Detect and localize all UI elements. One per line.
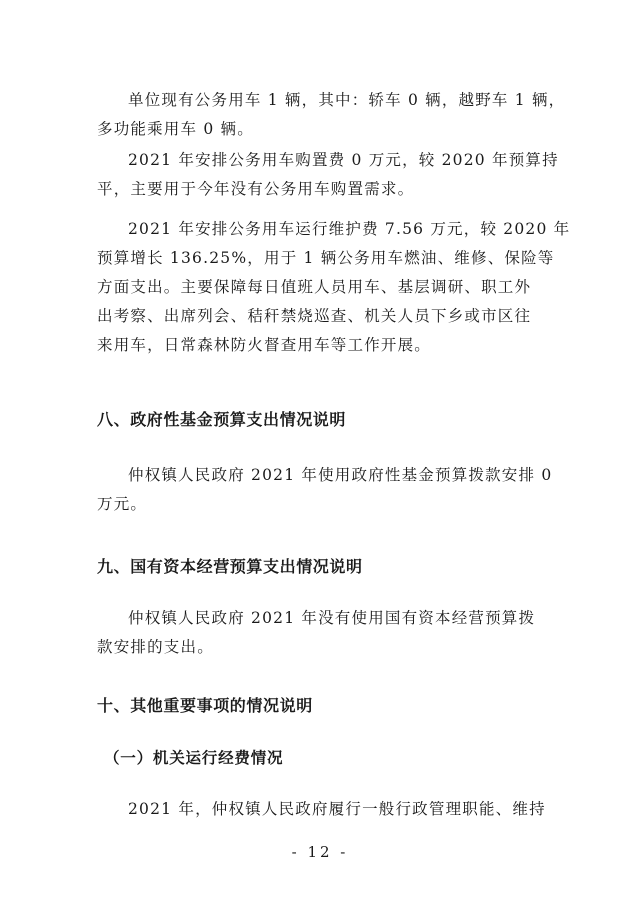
text-line: 出考察、出席列会、秸秆禁烧巡查、机关人员下乡或市区往: [97, 307, 532, 325]
section-9-heading: 九、国有资本经营预算支出情况说明: [97, 557, 363, 576]
text-line: 2021 年安排公务用车运行维护费 7.56 万元，较 2020 年: [128, 220, 571, 238]
text-line: 平，主要用于今年没有公务用车购置需求。: [97, 180, 415, 198]
text-line: 方面支出。主要保障每日值班人员用车、基层调研、职工外: [97, 278, 532, 296]
vehicle-maintenance-paragraph: [97, 215, 571, 360]
text-line: 预算增长 136.25%，用于 1 辆公务用车燃油、维修、保险等: [97, 249, 555, 267]
text-line: 2021 年安排公务用车购置费 0 万元，较 2020 年预算持: [128, 151, 559, 169]
text-line: 款安排的支出。: [97, 638, 214, 656]
text-line: 仲权镇人民政府 2021 年使用政府性基金预算拨款安排 0: [128, 466, 553, 484]
section-8-heading: 八、政府性基金预算支出情况说明: [97, 410, 347, 429]
operating-expense-paragraph: [97, 795, 547, 824]
text-line: 2021 年，仲权镇人民政府履行一般行政管理职能、维持: [128, 800, 546, 818]
text-line: 多功能乘用车 0 辆。: [97, 120, 254, 138]
text-line: 仲权镇人民政府 2021 年没有使用国有资本经营预算拨: [128, 609, 536, 627]
vehicle-purchase-paragraph: [97, 146, 559, 204]
government-fund-paragraph: [97, 461, 553, 519]
text-line: 万元。: [97, 495, 148, 513]
subsection-1-heading: （一）机关运行经费情况: [104, 749, 284, 767]
text-line: 单位现有公务用车 1 辆，其中：轿车 0 辆，越野车 1 辆，: [128, 91, 566, 109]
text-line: 来用车，日常森林防火督查用车等工作开展。: [97, 336, 432, 354]
section-10-heading: 十、其他重要事项的情况说明: [97, 696, 313, 715]
state-capital-paragraph: [97, 604, 547, 662]
vehicle-count-paragraph: [97, 86, 566, 144]
page-number: - 12 -: [291, 843, 349, 861]
